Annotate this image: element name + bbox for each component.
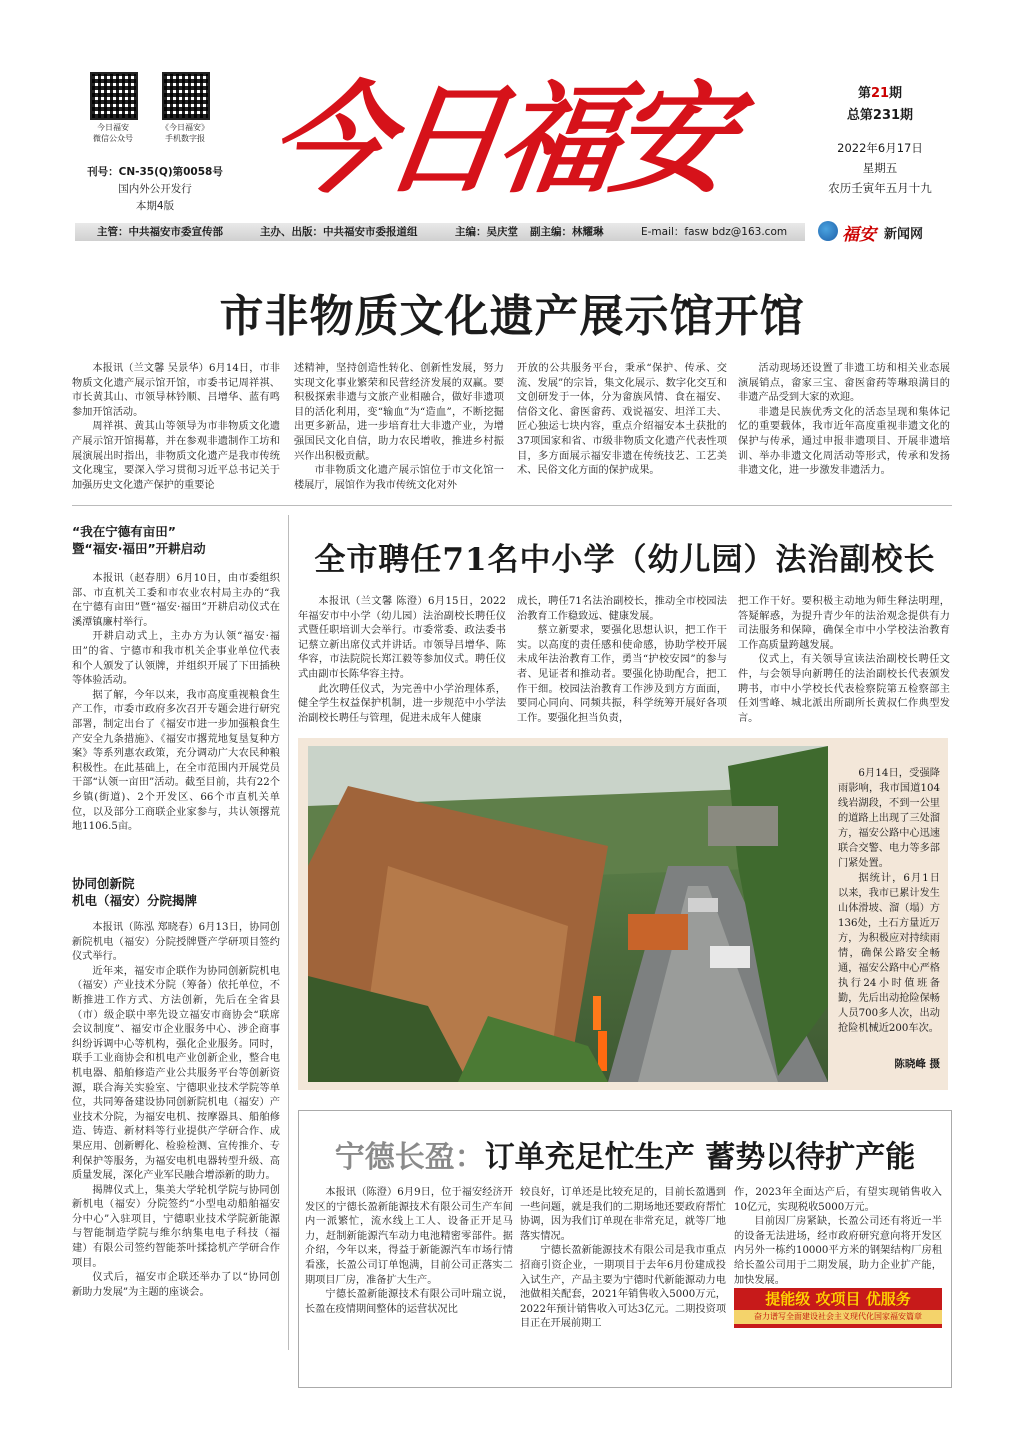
sidebar-story1-body: 本报讯（赵春朋）6月10日，由市委组织部、市直机关工委和市农业农村局主办的“我在宁德有亩田”暨“福安·福田”开耕启动仪式在溪潭镇廉村举行。 开耕启动式上，主办方为认领“福安·福田”的省、宁德市和我市机关企事业单位代表和个人颁发了认领牌，并组织开展了下田插秧等体验活动。 据了解，今年以来，我市高度重视粮食生产工作，市委市政府多次召开专题会进行研究部署，制定出台了《福安市进一步加强粮食生产安全九条措施》、《福安市撂荒地复垦复种方案》等系列惠农政策，充分调动广大农民种粮积极性。在此基础上，在全市范围内开展党员干部“认领一亩田”活动。截至目前，共有22个乡镇(街道)、2个开发区、66个市直机关单位，以及部分工商联企业家参与，共认领撂荒地1106.5亩。 xyxy=(72,573,280,833)
contact-email: E-mail：fasw bdz@163.com xyxy=(641,226,788,238)
slogan-line1: 提能级 攻项目 优服务 xyxy=(765,1290,911,1308)
photo-caption: 6月14日，受强降雨影响，我市国道104线岩湖段，不到一公里的道路上出现了三处溜方，福安公路中心迅速联合交警、电力等多部门紧处置。 据统计，6月1日以来，我市已累计发生山体滑坡、溜（塌）方136处，土石方量近万方，为积极应对持续雨情，确保公路安全畅通，福安公路中心严格执行24小时值班备勤，先后出动抢险保畅人员700多人次，出动抢险机械近200车次。 xyxy=(838,768,940,1034)
divider xyxy=(72,505,952,506)
article1-col3: 开放的公共服务平台，秉承“保护、传承、交流、发展”的宗旨，集文化展示、数字化交互和文创研发于一体，分为畲族风情、食在福安、信俗文化、畲医畲药、戏说福安、坦洋工夫、匠心独运七块内容，重点介绍福安本土获批的37项国家和省、市级非物质文化遗产代表性项目，多方面展示福安非遗在传统技艺、工艺美术、民俗文化方面的保护成果。 xyxy=(517,363,727,477)
registration-number: 刊号：CN-35(Q)第0058号 xyxy=(87,166,223,178)
qr-code-epaper[interactable] xyxy=(162,72,210,120)
sidebar-story2-title: 协同创新院 机电（福安）分院揭牌 xyxy=(72,876,198,908)
headline-legal-vice-principals: 全市聘任71名中小学（幼儿园）法治副校长 xyxy=(314,542,936,578)
lunar-date: 农历壬寅年五月十九 xyxy=(828,181,932,195)
chief-editor: 主编：吴庆堂 xyxy=(455,226,518,238)
slogan-banner xyxy=(734,1288,942,1328)
news-logo-text: 新闻网 xyxy=(884,227,924,242)
sidebar-story2-body: 本报讯（陈泓 郑晓春）6月13日，协同创新院机电（福安）分院授牌暨产学研项目签约仪式举行。 近年来，福安市企联作为协同创新院机电（福安）产业技术分院（筹备）依托单位，不断推进工作方式、方法创新，先后在全省县（市）级企联中率先设立福安市商协会“联席会议制度”、福安市企业服务中心、涉企商事纠纷诉调中心等机构，强化企业服务。同时，联手工业商协会和机电产业创新企业，整合电机电器、船舶修造产业公共服务平台等创新资源，联合海关实验室、宁德职业技术学院等单位，共同筹备建设协同创新院机电（福安）产业技术分院，为福安电机、按摩器具、船舶修造、铸造、新材料等行业提供产学研合作、成果应用、创新孵化、检验检测、宣传推介、专利保护等服务，为福安电机电器转型升级、高质量发展，深化产业军民融合增添新的助力。 揭牌仪式上，集美大学轮机学院与协同创新机电（福安）分院签约“小型电动船舶福安分中心”入驻项目，宁德职业技术学院新能源与智能制造学院与维尔纳集电电子科技（福建）有限公司签约智能茶叶揉捻机产学研合作项目。 仪式后，福安市企联还举办了以“协同创新助力发展”为主题的座谈会。 xyxy=(72,922,280,1298)
column-divider xyxy=(288,515,289,1350)
sidebar-story1-title: “我在宁德有亩田” 暨“福安·福田”开耕启动 xyxy=(72,524,206,556)
landslide-photo-illustration xyxy=(308,746,828,1082)
article3-col1: 本报讯（陈澄）6月9日，位于福安经济开发区的宁德长盈新能源技术有限公司生产车间内一派繁忙，流水线上工人、设备正开足马力，赶制新能源汽车动力电池精密零部件。据介绍，今年以来，得益于新能源汽车市场行情看涨，长盈公司订单饱满，目前公司正落实二期项目厂房，准备扩大生产。 宁德长盈新能源技术有限公司叶瑞立说，长盈在疫情期间整体的运营状况比 xyxy=(305,1187,513,1315)
article2-col1: 本报讯（兰文馨 陈澄）6月15日，2022年福安市中小学（幼儿园）法治副校长聘任仪式暨任职培训大会举行。市委常委、政法委书记蔡立新出席仪式并讲话。市领导吕增华、陈华容，市法院院长郑江毅等参加仪式。聘任仪式由副市长陈华容主持。 此次聘任仪式，为完善中小学治理体系，健全学生权益保护机制，进一步规范中小学法治副校长聘任与管理，促进未成年人健康 xyxy=(298,596,506,724)
article1-col2: 述精神，坚持创造性转化、创新性发展，努力实现文化事业繁荣和民营经济发展的双赢。要积极探索非遗与文旅产业相融合，做好非遗项目的活化利用，变“输血”为“造血”，不断挖掘出更多新品，进一步培育壮大非遗产业，为增强国民文化自信，助力农民增收，推进乡村振兴作出积极贡献。 市非物质文化遗产展示馆位于市文化馆一楼展厅，展馆作为我市传统文化对外 xyxy=(294,363,504,491)
landslide-photo-block xyxy=(298,738,948,1090)
qr-code-wechat[interactable] xyxy=(90,72,138,120)
info-bar xyxy=(75,223,805,241)
page-count: 本期4版 xyxy=(135,200,175,212)
qr-wechat-label: 今日福安 微信公众号 xyxy=(93,123,133,143)
headline-ningde-changying: 宁德长盈：订单充足忙生产 蓄势以待扩产能 xyxy=(334,1140,916,1175)
publisher: 主办、出版：中共福安市委报道组 xyxy=(260,226,418,238)
news-site-logo[interactable] xyxy=(818,218,948,244)
article1-col4: 活动现场还设置了非遗工坊和相关业态展演展销点，畲家三宝、畲医畲药等琳琅满目的非遗产品受到大家的欢迎。 非遗是民族优秀文化的活态呈现和集体记忆的重要载体，我市近年高度重视非遗文化的保护与传承，通过申报非遗项目、开展非遗培训、举办非遗文化周活动等形式，传承和发扬非遗文化，进一步激发非遗活力。 xyxy=(738,363,950,477)
article2-col2: 成长，聘任71名法治副校长，推动全市校园法治教育工作稳致远、健康发展。 蔡立新要求，要强化思想认识，把工作干实。以高度的责任感和使命感，协助学校开展未成年法治教育工作，勇当“护校安园”的参与者、见证者和推动者。要强化协助配合，把工作干细。校园法治教育工作涉及到方方面面，要同心同向、同频共振，科学统筹开展好各项工作。要强化担当负责， xyxy=(517,596,727,724)
distribution-note: 国内外公开发行 xyxy=(118,183,192,195)
article3-col2: 较良好，订单还是比较充足的，目前长盈遇到一些问题，就是我们的二期场地还要政府帮忙协调，因为我们订单现在非常充足，就等厂地落实情况。 宁德长盈新能源技术有限公司是我市重点招商引资企业，一期项目于去年6月份建成投入试生产，产品主要为宁德时代新能源动力电池做相关配套，2021年销售收入5000万元，2022年预计销售收入可达3亿元。二期投资项目正在开展前期工 xyxy=(520,1187,726,1330)
landslide-photo[interactable] xyxy=(308,746,828,1082)
photo-credit: 陈晓峰 摄 xyxy=(894,1058,940,1070)
issue-weekday: 星期五 xyxy=(862,161,898,175)
issue-date: 2022年6月17日 xyxy=(837,141,923,155)
globe-icon xyxy=(818,221,838,241)
sponsor: 主管：中共福安市委宣传部 xyxy=(97,226,223,238)
qr-epaper-label: 《今日福安》 手机数字报 xyxy=(161,123,209,143)
total-issue: 总第231期 xyxy=(846,108,914,123)
article1-col1: 本报讯（兰文馨 吴景华）6月14日，市非物质文化遗产展示馆开馆，市委书记周祥祺、市长黄其山、市领导林钤顺、吕增华、蓝有鸣参加开馆活动。 周祥祺、黄其山等领导为市非物质文化遗产展示馆开馆揭幕，并在参观非遗制作工坊和展演展出时指出，非物质文化遗产是我市传统文化瑰宝，要深入学习贯彻习近平总书记关于加强历史文化遗产保护的重要论 xyxy=(72,363,280,491)
issue-number: 第21期 xyxy=(857,86,903,101)
article2-col3: 把工作干好。要积极主动地为师生释法明理，答疑解惑，为提升青少年的法治观念提供有力司法服务和保障，确保全市中小学校法治教育工作高质量跨越发展。 仪式上，有关领导宣读法治副校长聘任文件，与会领导向新聘任的法治副校长代表颁发聘书，市中小学校长代表检察院第五检察部主任刘雪峰、城北派出所副所长黄叔仁作典型发言。 xyxy=(738,596,950,724)
news-logo-brand: 福安 xyxy=(842,225,876,245)
article3-col3: 作，2023年全面达产后，有望实现销售收入10亿元，实现税收5000万元。 目前因厂房紧缺，长盈公司还有将近一半的设备无法进场，经市政府研究意向将开发区内另外一栋约10000平方米的钢架结构厂房租给长盈公司用于二期发展，助力企业扩产能，加快发展。 xyxy=(734,1187,942,1286)
slogan-line2: 奋力谱写全面建设社会主义现代化国家福安篇章 xyxy=(734,1310,942,1324)
masthead-title: 今日福安 xyxy=(260,69,737,210)
deputy-editor: 副主编：林耀琳 xyxy=(530,226,604,238)
headline-intangible-heritage: 市非物质文化遗产展示馆开馆 xyxy=(219,291,805,342)
